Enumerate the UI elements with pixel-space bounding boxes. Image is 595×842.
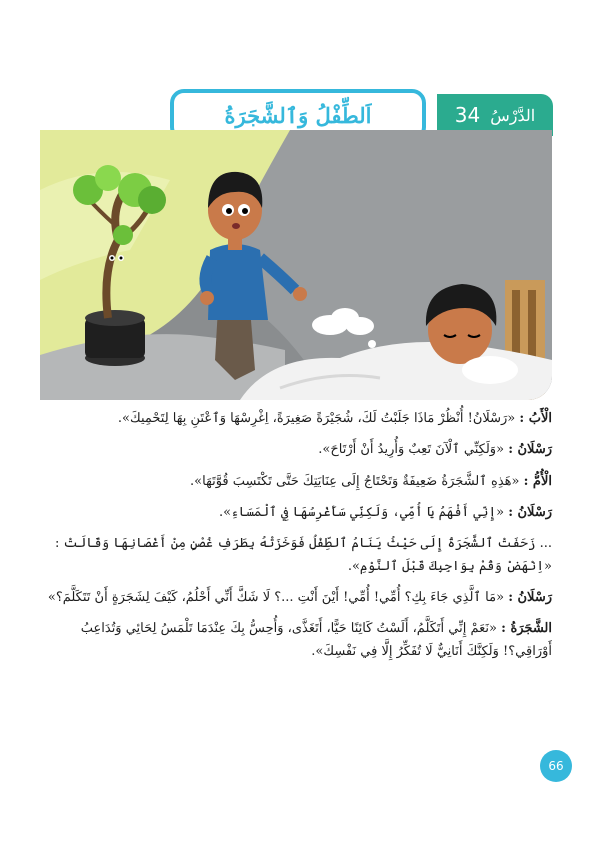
story-text bbox=[40, 408, 552, 672]
dialogue-line bbox=[40, 502, 552, 525]
dialogue-line bbox=[40, 587, 552, 610]
narration-line bbox=[40, 533, 552, 578]
line-text: ... زَحَفَتْ ٱلشَّجَرَةُ إِلَى حَيْثُ يَنَامُ ٱلطِّفْلُ فَوَخَزَتْهُ بِطَرَفِ غُصْنٍ مِنْ أَغْصَانِهَا وَقَالَتْ : «اِنْهَضْ وَقُمْ بِوَاجِبِكَ قَبْلَ ٱلنَّوْمِ». bbox=[54, 536, 552, 574]
speaker: الشَّجَرَةُ : bbox=[501, 621, 552, 637]
lesson-title: اَلطِّفْلُ وَٱلشَّجَرَةُ bbox=[224, 102, 372, 128]
dialogue-line bbox=[40, 408, 552, 431]
illustration-svg bbox=[40, 130, 552, 400]
speaker: الْأُمُّ : bbox=[523, 473, 552, 489]
line-text: «رَسْلَانُ! أُنْظُرْ مَاذَا جَلَبْتُ لَكَ، شُجَيْرَةً صَغِيرَةً، اِغْرِسْهَا وَٱعْتَنِ بِهَا لِتَحْمِيكَ». bbox=[117, 411, 516, 426]
line-text: «نَعَمْ إِنِّي أَتَكَلَّمُ، أَلَسْتُ كَائِنًا حَيًّا، أَتَغَذَّى، وَأُحِسُّ بِكَ عِنْدَمَا تَلْمَسُ لِحَائِي وَتُدَاعِبُ أَوْرَاقِي؟! وَلَكِنَّكَ أَنَانِيٌّ لَا تُفَكِّرُ إِلَّا فِي نَفْسِكَ». bbox=[80, 621, 552, 659]
line-text: «مَا ٱلَّذِي جَاءَ بِكِ؟ أُمِّي! أُمِّي! أَيْنَ أَنْتِ ...؟ لَا شَكَّ أَنِّي أَحْلُمُ، كَيْفَ لِشَجَرَةٍ أَنْ تَتَكَلَّمَ؟» bbox=[47, 589, 505, 605]
line-text: «وَلَكِنِّي ٱلْآنَ تَعِبٌ وَأُرِيدُ أَنْ أَرْتَاحَ». bbox=[318, 442, 505, 458]
dialogue-line bbox=[40, 618, 552, 663]
speaker: رَسْلَانُ : bbox=[508, 589, 552, 605]
lesson-label: الدَّرْسُ bbox=[490, 105, 536, 125]
page-number-badge bbox=[540, 750, 572, 782]
line-text: «هَذِهِ ٱلشَّجَرَةُ ضَعِيفَةٌ وَتَحْتَاجُ إِلَى عِنَايَتِكَ حَتَّى تَكْتَسِبَ قُوَّتَهَا». bbox=[190, 473, 520, 489]
line-text: «إِنِّي أَفْهَمُ يَا أُمِّي، وَلَكِنِّي سَأَغْرِسُهَا فِي ٱلْمَسَاءِ». bbox=[218, 504, 505, 520]
dialogue-line bbox=[40, 471, 552, 494]
speaker: الْأَبُ : bbox=[519, 411, 552, 426]
speaker: رَسْلَانُ : bbox=[508, 504, 552, 520]
speaker: رَسْلَانُ : bbox=[508, 442, 552, 458]
dialogue-line bbox=[40, 439, 552, 462]
lesson-number: 34 bbox=[454, 103, 481, 127]
page-number: 66 bbox=[548, 759, 564, 773]
story-illustration bbox=[40, 130, 552, 400]
